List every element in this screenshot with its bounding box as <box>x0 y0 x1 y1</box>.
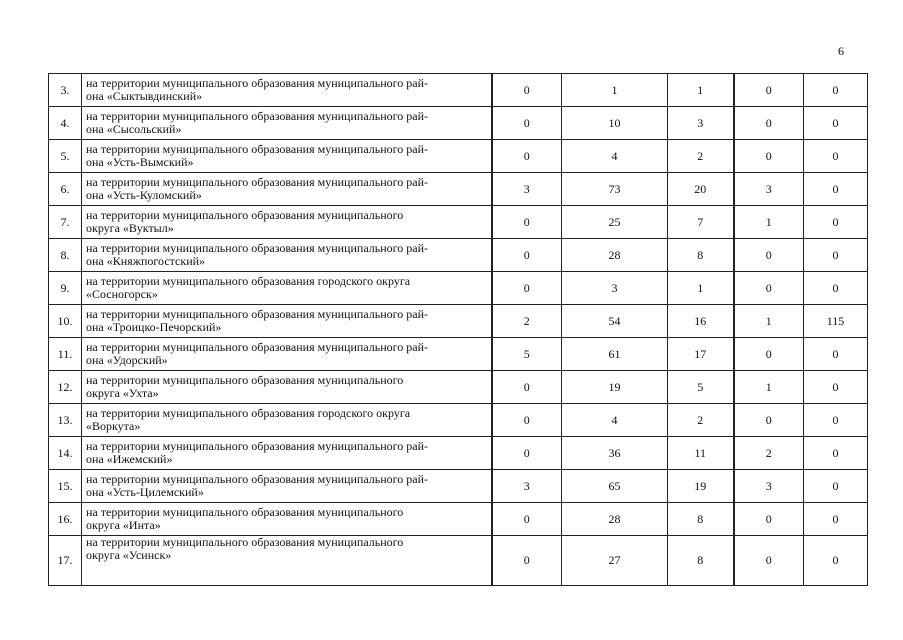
table-row <box>49 437 868 470</box>
description-line-1: на территории муниципального образования муниципального рай- <box>86 307 428 321</box>
territory-description <box>82 206 492 239</box>
value-cell-1: 0 <box>492 239 562 272</box>
value-cell-3: 20 <box>668 173 734 206</box>
description-line-1: на территории муниципального образования муниципального рай- <box>86 241 428 255</box>
value-cell-5: 0 <box>804 74 868 107</box>
row-number: 6. <box>49 173 82 206</box>
value-cell-4: 1 <box>734 371 804 404</box>
value-cell-1: 0 <box>492 536 562 586</box>
territory-description <box>82 173 492 206</box>
description-line-2: «Сосногорск» <box>86 287 158 301</box>
description-line-2: «Воркута» <box>86 419 141 433</box>
value-cell-4: 0 <box>734 239 804 272</box>
row-number: 5. <box>49 140 82 173</box>
description-line-2: округа «Вуктыл» <box>86 221 174 235</box>
value-cell-4: 0 <box>734 74 804 107</box>
description-line-2: округа «Инта» <box>86 518 161 532</box>
description-line-1: на территории муниципального образования муниципального <box>86 208 404 222</box>
value-cell-4: 2 <box>734 437 804 470</box>
table-row <box>49 272 868 305</box>
page-number: 6 <box>838 44 844 58</box>
table-row <box>49 239 868 272</box>
territory-description <box>82 239 492 272</box>
territory-description <box>82 140 492 173</box>
data-table <box>48 73 868 586</box>
value-cell-1: 0 <box>492 206 562 239</box>
value-cell-4: 3 <box>734 470 804 503</box>
description-line-2: она «Удорский» <box>86 353 168 367</box>
description-line-2: она «Усть-Цилемский» <box>86 485 204 499</box>
territory-description <box>82 272 492 305</box>
value-cell-3: 8 <box>668 536 734 586</box>
territory-description <box>82 338 492 371</box>
description-line-2: она «Усть-Вымский» <box>86 155 194 169</box>
territory-description <box>82 536 492 586</box>
value-cell-3: 1 <box>668 74 734 107</box>
table-row <box>49 536 868 586</box>
value-cell-2: 73 <box>562 173 668 206</box>
value-cell-1: 3 <box>492 470 562 503</box>
territory-description <box>82 74 492 107</box>
description-line-1: на территории муниципального образования муниципального рай- <box>86 76 428 90</box>
value-cell-5: 0 <box>804 173 868 206</box>
description-line-2: она «Троицко-Печорский» <box>86 320 222 334</box>
description-line-1: на территории муниципального образования муниципального рай- <box>86 142 428 156</box>
table-row <box>49 74 868 107</box>
value-cell-4: 1 <box>734 305 804 338</box>
value-cell-1: 0 <box>492 272 562 305</box>
value-cell-5: 0 <box>804 437 868 470</box>
value-cell-2: 65 <box>562 470 668 503</box>
value-cell-1: 0 <box>492 503 562 536</box>
value-cell-2: 1 <box>562 74 668 107</box>
description-line-1: на территории муниципального образования муниципального рай- <box>86 340 428 354</box>
value-cell-4: 0 <box>734 272 804 305</box>
row-number: 8. <box>49 239 82 272</box>
row-number: 16. <box>49 503 82 536</box>
table-row <box>49 173 868 206</box>
value-cell-4: 1 <box>734 206 804 239</box>
row-number: 11. <box>49 338 82 371</box>
value-cell-5: 0 <box>804 272 868 305</box>
row-number: 3. <box>49 74 82 107</box>
value-cell-1: 0 <box>492 107 562 140</box>
table-row <box>49 140 868 173</box>
description-line-1: на территории муниципального образования муниципального <box>86 373 404 387</box>
value-cell-1: 3 <box>492 173 562 206</box>
value-cell-5: 0 <box>804 140 868 173</box>
territory-description <box>82 503 492 536</box>
value-cell-2: 54 <box>562 305 668 338</box>
value-cell-2: 36 <box>562 437 668 470</box>
table-row <box>49 338 868 371</box>
value-cell-5: 0 <box>804 107 868 140</box>
value-cell-2: 3 <box>562 272 668 305</box>
description-line-1: на территории муниципального образования муниципального <box>86 535 404 549</box>
value-cell-2: 28 <box>562 503 668 536</box>
description-line-1: на территории муниципального образования муниципального <box>86 505 404 519</box>
description-line-2: она «Усть-Куломский» <box>86 188 202 202</box>
value-cell-3: 19 <box>668 470 734 503</box>
table-row <box>49 371 868 404</box>
row-number: 15. <box>49 470 82 503</box>
value-cell-3: 17 <box>668 338 734 371</box>
description-line-2: она «Сысольский» <box>86 122 182 136</box>
territory-description <box>82 371 492 404</box>
description-line-1: на территории муниципального образования муниципального рай- <box>86 472 428 486</box>
value-cell-3: 3 <box>668 107 734 140</box>
table-row <box>49 305 868 338</box>
value-cell-5: 115 <box>804 305 868 338</box>
table-row <box>49 470 868 503</box>
value-cell-1: 0 <box>492 371 562 404</box>
value-cell-3: 5 <box>668 371 734 404</box>
row-number: 13. <box>49 404 82 437</box>
value-cell-5: 0 <box>804 239 868 272</box>
value-cell-4: 0 <box>734 404 804 437</box>
row-number: 17. <box>49 536 82 586</box>
description-line-2: она «Сыктывдинский» <box>86 89 203 103</box>
value-cell-4: 3 <box>734 173 804 206</box>
value-cell-4: 0 <box>734 503 804 536</box>
row-number: 9. <box>49 272 82 305</box>
row-number: 12. <box>49 371 82 404</box>
value-cell-1: 0 <box>492 74 562 107</box>
row-number: 7. <box>49 206 82 239</box>
value-cell-1: 5 <box>492 338 562 371</box>
description-line-1: на территории муниципального образования муниципального рай- <box>86 175 428 189</box>
value-cell-1: 2 <box>492 305 562 338</box>
value-cell-2: 4 <box>562 404 668 437</box>
value-cell-4: 0 <box>734 536 804 586</box>
value-cell-5: 0 <box>804 404 868 437</box>
territory-description <box>82 470 492 503</box>
description-line-1: на территории муниципального образования городского округа <box>86 274 411 288</box>
description-line-1: на территории муниципального образования городского округа <box>86 406 411 420</box>
value-cell-5: 0 <box>804 371 868 404</box>
value-cell-2: 10 <box>562 107 668 140</box>
value-cell-3: 11 <box>668 437 734 470</box>
table-row <box>49 206 868 239</box>
value-cell-3: 2 <box>668 140 734 173</box>
row-number: 4. <box>49 107 82 140</box>
value-cell-4: 0 <box>734 107 804 140</box>
value-cell-5: 0 <box>804 338 868 371</box>
table-row <box>49 503 868 536</box>
value-cell-5: 0 <box>804 536 868 586</box>
value-cell-4: 0 <box>734 140 804 173</box>
value-cell-2: 4 <box>562 140 668 173</box>
description-line-2: округа «Усинск» <box>86 548 172 562</box>
territory-description <box>82 437 492 470</box>
value-cell-2: 27 <box>562 536 668 586</box>
value-cell-3: 1 <box>668 272 734 305</box>
value-cell-5: 0 <box>804 206 868 239</box>
description-line-1: на территории муниципального образования муниципального рай- <box>86 109 428 123</box>
value-cell-3: 7 <box>668 206 734 239</box>
value-cell-3: 2 <box>668 404 734 437</box>
value-cell-5: 0 <box>804 503 868 536</box>
value-cell-2: 28 <box>562 239 668 272</box>
value-cell-5: 0 <box>804 470 868 503</box>
territory-description <box>82 404 492 437</box>
value-cell-1: 0 <box>492 140 562 173</box>
row-number: 14. <box>49 437 82 470</box>
description-line-2: она «Княжпогостский» <box>86 254 206 268</box>
table-row <box>49 404 868 437</box>
value-cell-1: 0 <box>492 404 562 437</box>
value-cell-3: 8 <box>668 239 734 272</box>
value-cell-2: 19 <box>562 371 668 404</box>
row-number: 10. <box>49 305 82 338</box>
description-line-2: округа «Ухта» <box>86 386 159 400</box>
value-cell-2: 25 <box>562 206 668 239</box>
value-cell-3: 16 <box>668 305 734 338</box>
description-line-2: она «Ижемский» <box>86 452 173 466</box>
territory-description <box>82 107 492 140</box>
value-cell-1: 0 <box>492 437 562 470</box>
territory-description <box>82 305 492 338</box>
table-row <box>49 107 868 140</box>
description-line-1: на территории муниципального образования муниципального рай- <box>86 439 428 453</box>
value-cell-2: 61 <box>562 338 668 371</box>
value-cell-4: 0 <box>734 338 804 371</box>
value-cell-3: 8 <box>668 503 734 536</box>
